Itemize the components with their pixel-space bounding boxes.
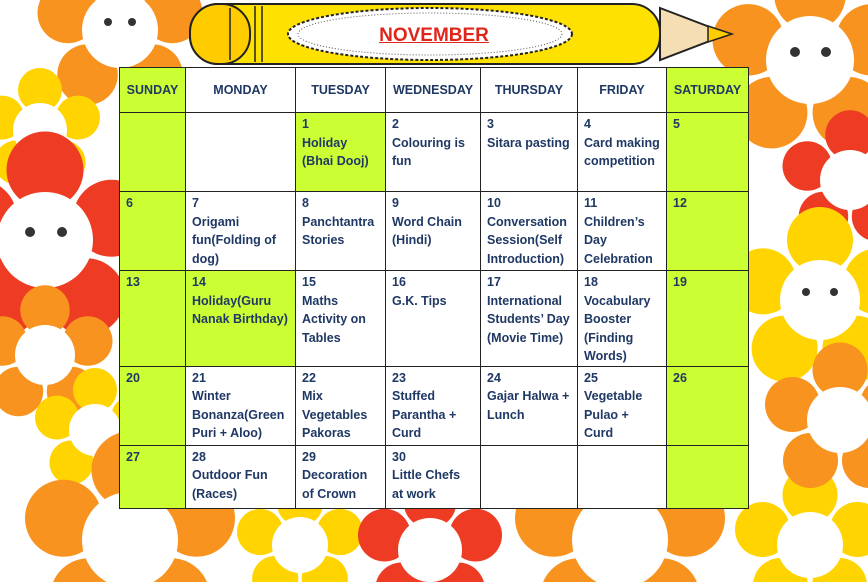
day-event: Stuffed Parantha + Curd xyxy=(392,389,457,440)
day-cell xyxy=(667,192,749,271)
day-number: 19 xyxy=(673,275,687,289)
day-cell xyxy=(186,192,296,271)
day-event: Outdoor Fun (Races) xyxy=(192,468,268,501)
weekday-header: SATURDAY xyxy=(667,68,749,113)
day-cell xyxy=(481,445,578,508)
day-event: Card making competition xyxy=(584,135,660,168)
day-number: 4 xyxy=(584,117,591,131)
day-cell xyxy=(186,113,296,192)
day-number: 17 xyxy=(487,275,501,289)
day-number: 3 xyxy=(487,117,494,131)
day-event: Panchtantra Stories xyxy=(302,214,375,247)
day-cell xyxy=(186,271,296,367)
week-row xyxy=(120,192,749,271)
day-event: Conversation Session(Self Introduction) xyxy=(487,214,567,266)
day-number: 8 xyxy=(302,196,309,210)
day-cell xyxy=(481,113,578,192)
day-cell xyxy=(386,366,481,445)
week-row xyxy=(120,445,749,508)
day-cell xyxy=(296,445,386,508)
day-cell xyxy=(578,445,667,508)
day-cell xyxy=(120,445,186,508)
day-number: 13 xyxy=(126,275,140,289)
day-number: 7 xyxy=(192,196,199,210)
week-row xyxy=(120,366,749,445)
calendar-table xyxy=(119,67,749,509)
day-cell xyxy=(386,445,481,508)
weekday-header: SUNDAY xyxy=(120,68,186,113)
day-cell xyxy=(578,271,667,367)
day-cell xyxy=(120,192,186,271)
day-cell xyxy=(386,271,481,367)
day-event: Origami fun(Folding of dog) xyxy=(192,214,276,266)
day-cell xyxy=(578,113,667,192)
day-cell xyxy=(296,113,386,192)
day-number: 14 xyxy=(192,275,206,289)
day-number: 11 xyxy=(584,196,598,210)
day-cell xyxy=(481,192,578,271)
day-cell xyxy=(296,192,386,271)
week-row xyxy=(120,271,749,367)
day-number: 9 xyxy=(392,196,399,210)
day-number: 15 xyxy=(302,275,316,289)
day-event: Maths Activity on Tables xyxy=(302,293,366,345)
weekday-header: THURSDAY xyxy=(481,68,578,113)
day-number: 16 xyxy=(392,275,406,289)
day-event: Winter Bonanza(Green Puri + Aloo) xyxy=(192,389,285,440)
day-event: Decoration of Crown xyxy=(302,468,368,501)
weekday-header-row xyxy=(120,68,749,113)
day-cell xyxy=(667,113,749,192)
day-event: Gajar Halwa + Lunch xyxy=(487,389,570,422)
day-event: Vegetable Pulao + Curd xyxy=(584,389,643,440)
day-number: 23 xyxy=(392,370,406,385)
day-cell xyxy=(186,366,296,445)
day-event: Little Chefs at work xyxy=(392,468,461,501)
day-number: 24 xyxy=(487,370,501,385)
day-cell xyxy=(386,192,481,271)
day-number: 18 xyxy=(584,275,598,289)
day-cell xyxy=(481,366,578,445)
weekday-header: TUESDAY xyxy=(296,68,386,113)
day-cell xyxy=(481,271,578,367)
weekday-header: MONDAY xyxy=(186,68,296,113)
day-number: 10 xyxy=(487,196,501,210)
day-number: 29 xyxy=(302,449,316,464)
day-number: 1 xyxy=(302,117,309,131)
day-event: G.K. Tips xyxy=(392,293,447,308)
day-cell xyxy=(120,113,186,192)
day-cell xyxy=(296,271,386,367)
day-event: Vocabulary Booster (Finding Words) xyxy=(584,293,651,363)
day-event: Word Chain (Hindi) xyxy=(392,214,462,247)
day-number: 2 xyxy=(392,117,399,131)
day-number: 28 xyxy=(192,449,206,464)
weekday-header: FRIDAY xyxy=(578,68,667,113)
day-cell xyxy=(386,113,481,192)
day-event: Sitara pasting xyxy=(487,135,570,150)
day-number: 20 xyxy=(126,370,140,385)
day-event: Holiday (Bhai Dooj) xyxy=(302,135,369,168)
day-number: 5 xyxy=(673,117,680,131)
day-number: 6 xyxy=(126,196,133,210)
day-cell xyxy=(186,445,296,508)
day-number: 25 xyxy=(584,370,598,385)
day-cell xyxy=(120,366,186,445)
day-number: 22 xyxy=(302,370,316,385)
day-number: 12 xyxy=(673,196,687,210)
day-number: 26 xyxy=(673,370,687,385)
day-event: Children’s Day Celebration xyxy=(584,214,653,266)
day-event: Holiday(Guru Nanak Birthday) xyxy=(192,293,288,326)
day-cell xyxy=(667,366,749,445)
day-number: 21 xyxy=(192,370,206,385)
day-number: 30 xyxy=(392,449,406,464)
week-row xyxy=(120,113,749,192)
day-cell xyxy=(667,271,749,367)
day-event: Colouring is fun xyxy=(392,135,465,168)
day-cell xyxy=(667,445,749,508)
day-cell xyxy=(578,192,667,271)
day-cell xyxy=(578,366,667,445)
day-number: 27 xyxy=(126,449,140,464)
day-event: Mix Vegetables Pakoras xyxy=(302,389,368,440)
month-title: NOVEMBER xyxy=(379,25,489,46)
day-event: International Students’ Day (Movie Time) xyxy=(487,293,570,345)
weekday-header: WEDNESDAY xyxy=(386,68,481,113)
day-cell xyxy=(296,366,386,445)
day-cell xyxy=(120,271,186,367)
